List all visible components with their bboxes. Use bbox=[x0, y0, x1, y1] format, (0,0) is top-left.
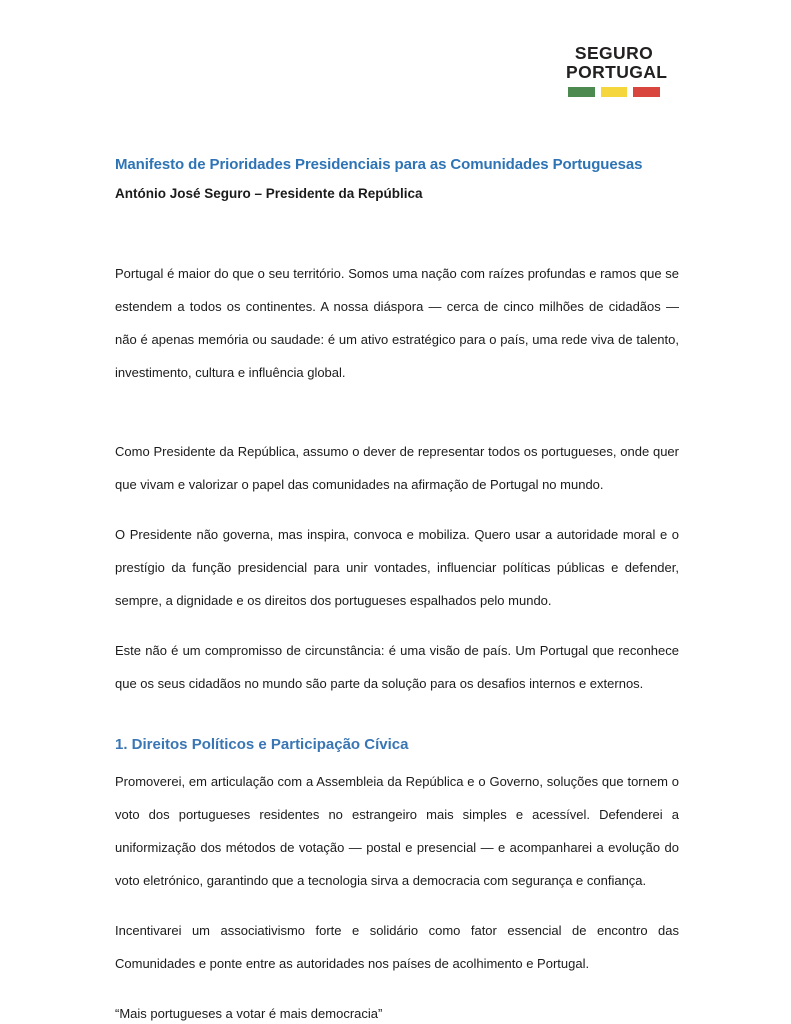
intro-paragraph-3: O Presidente não governa, mas inspira, convoca e mobiliza. Quero usar a autoridade moral e o prestígio da função presidencial para unir vontades, influenciar políticas públicas e defender, sempre, a dignidade e os direitos dos portugueses espalhados pelo mundo. bbox=[115, 527, 679, 608]
document-subtitle: António José Seguro – Presidente da República bbox=[115, 186, 423, 201]
logo-line-portugal: PORTUGAL bbox=[566, 62, 668, 82]
logo-bar-green bbox=[568, 87, 595, 97]
intro-paragraph-2: Como Presidente da República, assumo o dever de representar todos os portugueses, onde quer que vivam e valorizar o papel das comunidades na afirmação de Portugal no mundo. bbox=[115, 444, 679, 492]
logo-flag-bars bbox=[566, 87, 662, 97]
logo-bar-yellow bbox=[601, 87, 628, 97]
logo-line-seguro: SEGURO bbox=[574, 43, 654, 63]
section-1-quote: “Mais portugueses a votar é mais democracia” bbox=[115, 1006, 383, 1021]
document-content bbox=[115, 156, 679, 1024]
section-1-heading: 1. Direitos Políticos e Participação Cívica bbox=[115, 736, 409, 753]
section-1-paragraph-1: Promoverei, em articulação com a Assembleia da República e o Governo, soluções que tornem o voto dos portugueses residentes no estrangeiro mais simples e acessível. Defenderei a uniformização dos métodos de votação — postal e presencial — e acompanharei a evolução do voto eletrónico, garantindo que a tecnologia sirva a democracia com segurança e confiança. bbox=[115, 774, 679, 888]
intro-paragraph-1: Portugal é maior do que o seu território. Somos uma nação com raízes profundas e ramos que se estendem a todos os continentes. A nossa diáspora — cerca de cinco milhões de cidadãos — não é apenas memória ou saudade: é um ativo estratégico para o país, uma rede viva de talento, investimento, cultura e influência global. bbox=[115, 266, 679, 380]
logo-bar-red bbox=[633, 87, 660, 97]
section-1-paragraph-2: Incentivarei um associativismo forte e solidário como fator essencial de encontro das Comunidades e ponte entre as autoridades nos países de acolhimento e Portugal. bbox=[115, 923, 679, 971]
logo-wordmark bbox=[566, 43, 668, 82]
intro-paragraph-4: Este não é um compromisso de circunstância: é uma visão de país. Um Portugal que reconhece que os seus cidadãos no mundo são parte da solução para os desafios internos e externos. bbox=[115, 643, 679, 691]
seguro-portugal-logo bbox=[566, 43, 668, 97]
document-title: Manifesto de Prioridades Presidenciais para as Comunidades Portuguesas bbox=[115, 156, 643, 173]
